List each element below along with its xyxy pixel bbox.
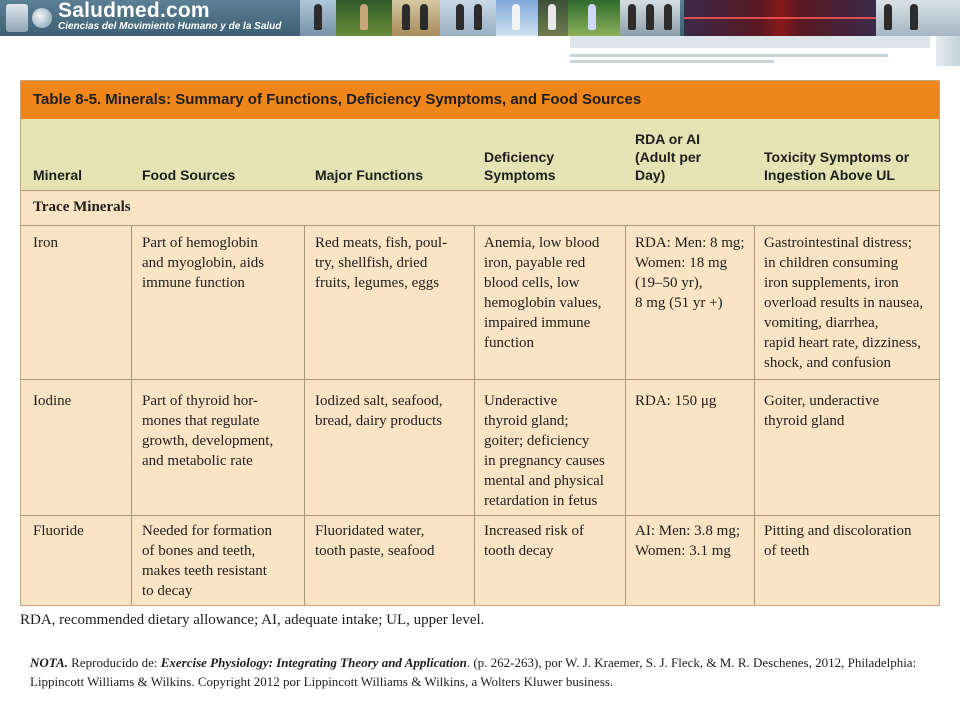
cell-food-sources: Part of hemoglobin and myoglobin, aids immune function bbox=[142, 235, 265, 291]
banner-photo-stretch bbox=[568, 0, 620, 36]
column-header-mineral: Mineral bbox=[33, 167, 83, 183]
table-footnote: RDA, recommended dietary allowance; AI, adequate intake; UL, upper level. bbox=[20, 612, 485, 628]
ecg-line bbox=[684, 17, 876, 19]
column-header-food-sources: Food Sources bbox=[142, 167, 236, 183]
decor-side-accent bbox=[936, 36, 960, 66]
column-divider bbox=[754, 226, 755, 605]
cell-major-functions: Fluoridated water, tooth paste, seafood bbox=[315, 523, 435, 559]
banner-photo-forest bbox=[336, 0, 392, 36]
banner-photo-cyclists bbox=[440, 0, 496, 36]
note-label: NOTA. bbox=[30, 655, 68, 670]
banner-ecg-heart bbox=[684, 0, 876, 36]
column-header-deficiency: Deficiency Symptoms bbox=[484, 149, 556, 183]
section-label: Trace Minerals bbox=[33, 199, 131, 215]
logo-figure-icon bbox=[6, 4, 28, 32]
cell-rda: RDA: 150 μg bbox=[635, 393, 717, 409]
decor-rule bbox=[570, 60, 774, 63]
decor-rule bbox=[570, 36, 930, 48]
note-citation: . (p. 262-263), por W. J. Kraemer, S. J. Fleck, & M. R. Deschenes, 2012, Philadelphia: Lippincott Williams & Wilkins. Copyright 2012 por Lippincott Williams & Wilkins, a Wolters Kluwer business. bbox=[30, 655, 917, 689]
banner-photo-athletes bbox=[620, 0, 680, 36]
cell-toxicity: Pitting and discoloration of teeth bbox=[764, 523, 912, 559]
column-divider bbox=[474, 226, 475, 605]
banner-photo-runner bbox=[300, 0, 336, 36]
cell-food-sources: Needed for formation of bones and teeth, makes teeth resistant to decay bbox=[142, 523, 272, 599]
source-note bbox=[30, 653, 920, 691]
table-title-bar bbox=[21, 81, 939, 119]
minerals-table bbox=[20, 80, 940, 606]
column-divider bbox=[131, 226, 132, 605]
banner-photo-walker bbox=[538, 0, 568, 36]
cell-deficiency: Anemia, low blood iron, payable red blood cells, low hemoglobin values, impaired immune function bbox=[484, 235, 602, 351]
decor-rule bbox=[570, 54, 888, 57]
site-logo[interactable] bbox=[4, 0, 304, 36]
cell-toxicity: Goiter, underactive thyroid gland bbox=[764, 393, 880, 429]
section-row-trace-minerals bbox=[21, 191, 939, 226]
header-banner bbox=[0, 0, 960, 36]
brand-tagline: Ciencias del Movimiento Humano y de la Salud bbox=[58, 21, 282, 32]
column-divider bbox=[304, 226, 305, 605]
cell-food-sources: Part of thyroid hor- mones that regulate growth, development, and metabolic rate bbox=[142, 393, 274, 469]
table-title: Table 8-5. Minerals: Summary of Functions, Deficiency Symptoms, and Food Sources bbox=[33, 91, 642, 108]
cell-deficiency: Increased risk of tooth decay bbox=[484, 523, 584, 559]
column-header-rda: RDA or AI (Adult per Day) bbox=[635, 131, 702, 183]
banner-photo-group bbox=[392, 0, 440, 36]
banner-photo-treadmill bbox=[876, 0, 960, 36]
cell-mineral: Iodine bbox=[33, 393, 72, 409]
cell-deficiency: Underactive thyroid gland; goiter; deficiency in pregnancy causes mental and physical retardation in fetus bbox=[484, 393, 605, 509]
column-header-toxicity: Toxicity Symptoms or Ingestion Above UL bbox=[764, 149, 910, 183]
cell-rda: RDA: Men: 8 mg; Women: 18 mg (19–50 yr), 8 mg (51 yr +) bbox=[635, 235, 745, 311]
cell-mineral: Fluoride bbox=[33, 523, 84, 539]
note-prefix: Reproducido de: bbox=[71, 655, 158, 670]
column-header-major-functions: Major Functions bbox=[315, 167, 424, 183]
cell-toxicity: Gastrointestinal distress; in children consuming iron supplements, iron overload results in nausea, vomiting, diarrhea, rapid heart rate, dizziness, shock, and confusion bbox=[764, 235, 924, 371]
cell-mineral: Iron bbox=[33, 235, 58, 251]
column-divider bbox=[625, 226, 626, 605]
table-header-row bbox=[21, 119, 939, 191]
cell-major-functions: Red meats, fish, poul- try, shellfish, dried fruits, legumes, eggs bbox=[315, 235, 448, 291]
banner-photo-jumper bbox=[496, 0, 538, 36]
cell-rda: AI: Men: 3.8 mg; Women: 3.1 mg bbox=[635, 523, 740, 559]
note-book-title: Exercise Physiology: Integrating Theory and Application bbox=[160, 655, 467, 670]
row-divider bbox=[21, 379, 939, 380]
row-divider bbox=[21, 515, 939, 516]
logo-globe-icon bbox=[32, 8, 52, 28]
cell-major-functions: Iodized salt, seafood, bread, dairy products bbox=[315, 393, 443, 429]
brand-name: Saludmed.com bbox=[58, 0, 210, 22]
